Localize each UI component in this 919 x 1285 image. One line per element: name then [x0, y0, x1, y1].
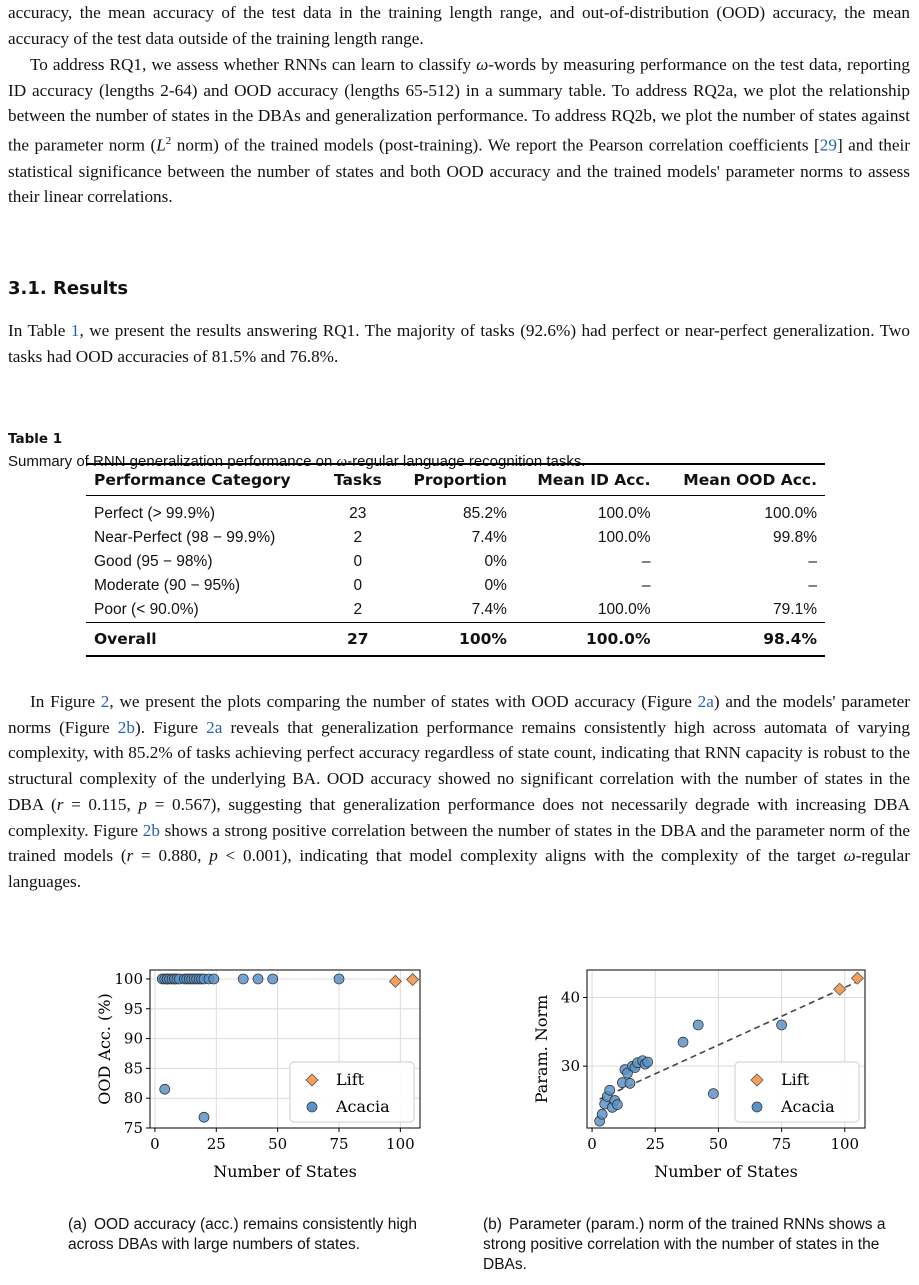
header-proportion: Proportion	[413, 471, 507, 489]
cell-tasks: 2	[353, 529, 363, 546]
acacia-point	[612, 1100, 622, 1110]
figure-ref-link[interactable]: 2a	[697, 692, 714, 711]
acacia-point	[268, 974, 278, 984]
x-tick-label: 0	[150, 1135, 160, 1153]
section-title: 3.1. Results	[8, 278, 129, 299]
figure-ref-link[interactable]: 2	[100, 692, 110, 711]
cell-proportion: 100%	[459, 630, 507, 648]
x-tick-label: 100	[386, 1135, 415, 1153]
subfigure-caption-b	[483, 1215, 911, 1275]
results-table	[86, 463, 825, 657]
table-header-row	[86, 464, 825, 496]
cell-category: Near-Perfect (98 − 99.9%)	[94, 529, 276, 546]
y-tick-label: 40	[560, 988, 580, 1007]
acacia-point	[334, 974, 344, 984]
x-axis-label: Number of States	[654, 1162, 798, 1181]
lift-point	[389, 975, 401, 987]
x-tick-label: 25	[645, 1135, 665, 1153]
cell-mean-ood: 79.1%	[773, 601, 817, 618]
legend-label: Acacia	[336, 1097, 390, 1116]
y-tick-label: 95	[123, 999, 143, 1018]
cell-proportion: 7.4%	[471, 529, 507, 546]
x-tick-label: 0	[587, 1135, 597, 1153]
results-paragraph: In Table 1, we present the results answering RQ1. The majority of tasks (92.6%) had perfect or near-perfect generalization. Two tasks had OOD accuracies of 81.5% and 76.8%.	[8, 321, 910, 366]
x-axis-label: Number of States	[213, 1162, 357, 1181]
legend-label: Acacia	[781, 1097, 835, 1116]
lift-point	[407, 974, 419, 986]
cell-mean-id: 100.0%	[585, 630, 651, 648]
x-tick-label: 50	[708, 1135, 728, 1153]
figure-ref-link[interactable]: 2b	[117, 717, 135, 737]
discussion-paragraph: In Figure 2, we present the plots comparing the number of states with OOD accuracy (Figure 2a) and the models' parameter norms (Figure 2b). Figure 2a reveals that generalization performance remains consistently high across automata of varying complexity, with 85.2% of tasks achieving perfect accuracy regardless of state count, indicating that RNN capacity is robust to the structural complexity of the underlying BA. OOD accuracy showed no significant correlation with the number of states in the DBA (r = 0.115, p = 0.567), suggesting that generalization performance does not necessarily degrade with increasing DBA complexity. Figure 2b shows a strong positive correlation between the number of states in the DBA and the parameter norm of the trained models (r = 0.880, p < 0.001), indicating that model complexity aligns with the complexity of the target ω-regular languages.	[8, 692, 911, 891]
param-norm-scatter-chart	[515, 960, 885, 1190]
table-overall-row	[86, 623, 825, 657]
lift-point	[851, 972, 863, 984]
header-category: Performance Category	[94, 471, 291, 489]
y-tick-label: 30	[560, 1057, 580, 1076]
acacia-point	[209, 974, 219, 984]
x-tick-label: 75	[772, 1135, 792, 1153]
table-row	[86, 598, 825, 623]
legend-label: Lift	[781, 1070, 810, 1089]
y-tick-label: 85	[123, 1059, 143, 1078]
header-mean-id: Mean ID Acc.	[537, 471, 651, 489]
cell-category: Moderate (90 − 95%)	[94, 577, 241, 594]
subfigure-caption-a-text: OOD accuracy (acc.) remains consistently high across DBAs with large numbers of states.	[68, 1216, 418, 1253]
y-tick-label: 100	[114, 969, 143, 988]
cell-tasks: 0	[353, 553, 363, 570]
ood-accuracy-scatter-chart	[70, 960, 440, 1190]
cell-mean-id: 100.0%	[597, 505, 651, 522]
acacia-point	[693, 1020, 703, 1030]
cell-category: Good (95 − 98%)	[94, 553, 213, 570]
legend-acacia-marker	[307, 1102, 317, 1112]
cell-tasks: 0	[353, 577, 363, 594]
table-ref-link[interactable]: 1	[70, 321, 80, 340]
acacia-point	[678, 1037, 688, 1047]
acacia-point	[238, 974, 248, 984]
intro-paragraph-fragment: accuracy, the mean accuracy of the test data in the training length range, and out-of-distribution (OOD) accuracy, the mean accuracy of the test data outside of the training length range.	[8, 3, 910, 48]
cell-mean-id: –	[641, 553, 651, 570]
legend-acacia-marker	[752, 1102, 762, 1112]
y-tick-label: 90	[123, 1029, 143, 1048]
cell-mean-id: 100.0%	[597, 529, 651, 546]
cell-tasks: 23	[349, 505, 367, 522]
cell-proportion: 0%	[484, 577, 507, 594]
subfigure-tag-b: (b)	[483, 1216, 502, 1233]
methods-paragraph: To address RQ1, we assess whether RNNs can learn to classify ω-words by measuring performance on the test data, reporting ID accuracy (lengths 2-64) and OOD accuracy (lengths 65-512) in a summary table. To address RQ2a, we plot the relationship between the number of states in the DBAs and generalization performance. To address RQ2b, we plot the number of states against the parameter norm ($L^2$ norm) of the trained models (post-training). We report the Pearson correlation coefficients [29] and their statistical significance between the number of states and both OOD accuracy and the trained models' parameter norms to assess their linear correlations.	[8, 55, 910, 207]
acacia-point	[605, 1085, 615, 1095]
acacia-point	[253, 974, 263, 984]
cell-mean-id: –	[641, 577, 651, 594]
acacia-point	[597, 1109, 607, 1119]
cell-mean-ood: 100.0%	[764, 505, 817, 522]
lift-point	[834, 983, 846, 995]
x-tick-label: 100	[830, 1135, 860, 1153]
cell-mean-id: 100.0%	[597, 601, 651, 618]
cell-proportion: 7.4%	[471, 601, 507, 618]
figure-ref-link[interactable]: 2a	[206, 717, 223, 737]
figure-ref-link[interactable]: 2b	[142, 820, 160, 840]
acacia-point	[643, 1057, 653, 1067]
table-row	[86, 550, 825, 574]
x-tick-label: 50	[268, 1135, 288, 1153]
header-tasks: Tasks	[333, 471, 382, 489]
table-row	[86, 526, 825, 550]
header-mean-ood: Mean OOD Acc.	[683, 471, 817, 489]
legend-label: Lift	[336, 1070, 365, 1089]
subfigure-tag-a: (a)	[68, 1216, 87, 1233]
cell-category: Poor (< 90.0%)	[94, 601, 199, 618]
y-tick-label: 75	[123, 1119, 143, 1137]
cell-mean-ood: –	[808, 553, 817, 570]
x-tick-label: 75	[329, 1135, 349, 1153]
cell-category: Perfect (> 99.9%)	[94, 505, 216, 522]
acacia-point	[160, 1084, 170, 1094]
y-axis-label: OOD Acc. (%)	[95, 993, 114, 1105]
subfigure-caption-b-text: Parameter (param.) norm of the trained RNNs shows a strong positive correlation with the number of states in the DBAs.	[483, 1216, 886, 1273]
table-caption: Summary of RNN generalization performance on ω-regular language recognition tasks.	[8, 453, 586, 470]
cell-tasks: 2	[353, 601, 363, 618]
table-row	[86, 574, 825, 598]
cell-proportion: 85.2%	[462, 505, 507, 522]
subfigure-caption-a	[68, 1215, 464, 1255]
cell-mean-ood: 98.4%	[763, 630, 817, 648]
y-axis-label: Param. Norm	[532, 994, 551, 1104]
acacia-point	[199, 1112, 209, 1122]
acacia-point	[777, 1020, 787, 1030]
cell-proportion: 0%	[484, 553, 507, 570]
citation-link[interactable]: 29	[819, 135, 837, 155]
table-label: Table 1	[8, 431, 63, 447]
x-tick-label: 25	[206, 1135, 226, 1153]
table-row	[86, 496, 825, 527]
cell-mean-ood: 99.8%	[773, 529, 817, 546]
acacia-point	[625, 1078, 635, 1088]
cell-category: Overall	[94, 630, 157, 648]
acacia-point	[708, 1089, 718, 1099]
cell-mean-ood: –	[808, 577, 817, 594]
y-tick-label: 80	[123, 1089, 143, 1108]
cell-tasks: 27	[347, 630, 369, 648]
